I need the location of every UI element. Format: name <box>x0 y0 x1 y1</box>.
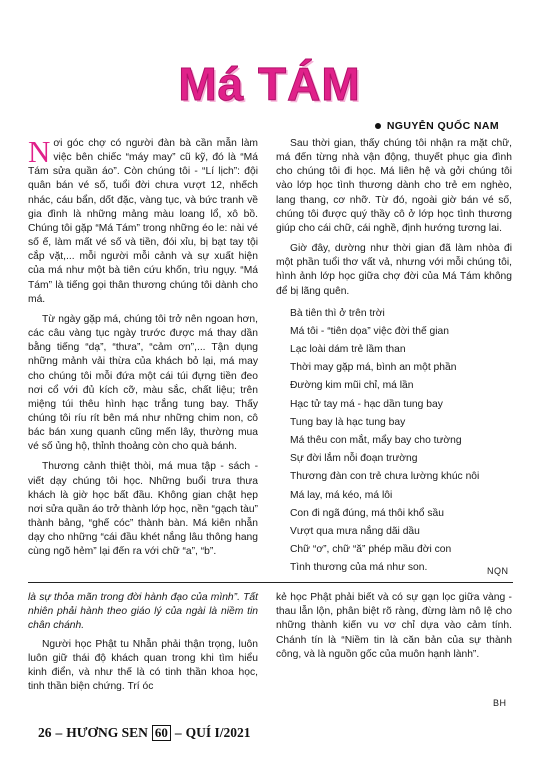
paragraph: Từ ngày gặp má, chúng tôi trở nên ngoan hơn, các câu vàng tục ngày trước được má thay dần bằng tiếng “dạ”, “thưa”, “cảm ơn”,... Tận dụng những mảnh vải thừa của khách bỏ lại, má may cho chúng tôi mỗi đứa một cái túi đựng tiền đeo nơi cổ với đủ kích cỡ, màu sắc, chất liệu; trên miệng túi thêu hình hạc trắng tung bay. Thấy chúng tôi ríu rít bên má như những chim non, cô bác bán xung quanh cũng mến lây, thường mua vé số ủng hộ, thỉnh thoảng còn cho quà bánh. <box>28 313 258 453</box>
author-initials: NQN <box>487 566 509 576</box>
paragraph: Sau thời gian, thấy chúng tôi nhận ra mặt chữ, má đến từng nhà vận động, thuyết phục gia đình cho chúng tôi đi học. Má liên hệ và gởi chúng tôi vào lớp học tình thương dành cho trẻ em nghèo, lang thang, cơ nhỡ. Từ đó, ngoài giờ bán vé số, chúng tôi được quý thầy cô ở lớp học tình thương giúp cho cái chữ, cái nghề, định hướng tương lai. <box>276 138 512 234</box>
right-column <box>276 137 512 578</box>
paragraph: kẻ học Phật phải biết và có sự gạn lọc giữa vàng - thau lẫn lộn, phân biệt rõ ràng, đừng làm nô lệ cho những thành kiến vu vơ chỉ dựa vào cảm tính. Chánh tín là “Niềm tin là căn bản của sự thành công, và là nguồn gốc của muôn hạnh lành”. <box>276 592 512 660</box>
poem-line: Vượt qua mưa nắng dãi dầu <box>290 525 420 537</box>
author-initials: BH <box>493 698 507 708</box>
poem-line: Chữ “ơ”, chữ “ă” phép mầu đời con <box>290 544 452 556</box>
poem-line: Lạc loài dám trẻ lầm than <box>290 344 406 356</box>
paragraph: là sự thỏa mãn trong đời hành đạo của mình”. Tất nhiên phải hành theo giáo lý của ngài là niềm tin chân chánh. <box>28 592 258 632</box>
poem-line: Bà tiên thì ở trên trời <box>290 307 385 319</box>
poem <box>290 305 512 578</box>
paragraph: Người học Phật tu Nhẫn phải thận trọng, luôn luôn giữ thái độ khách quan trong khi tìm hiểu kinh điển, và như thế là có tinh thần khoa học, tinh thần biện chứng. Trí óc <box>28 638 258 693</box>
poem-line: Sự đời lắm nỗi đoạn trường <box>290 453 418 465</box>
poem-line: Đường kim mũi chỉ, má lần <box>290 380 414 392</box>
poem-line: Con đi ngã đúng, má thôi khổ sầu <box>290 507 444 519</box>
lower-right-column <box>276 591 512 662</box>
article-title: Má TÁM <box>178 58 361 110</box>
page-footer <box>38 725 251 741</box>
section-divider <box>28 582 513 583</box>
bullet-icon <box>375 123 381 129</box>
paragraph: Thương cảnh thiệt thòi, má mua tập - sách - viết dạy chúng tôi học. Những buổi trưa thưa khách là giờ học bất đầu. Không gian chật hẹp nơi sửa quần áo trở thành lớp học, nền “gạch tàu” thành bảng, “ghế cóc” thành bàn. Má kiên nhẫn dạy cho những “cái đầu khét nắng lâu thông hang cùng ngõ hẻm” lại đến ra với chữ “a”, “b”. <box>28 461 258 558</box>
footer-separator: – <box>55 725 63 740</box>
poem-line: Má lay, má kéo, má lôi <box>290 489 393 501</box>
poem-line: Má thêu con mắt, mẩy bay cho tường <box>290 435 462 447</box>
author-name: NGUYỄN QUỐC NAM <box>386 120 499 132</box>
page-number: 26 <box>38 725 52 740</box>
issue-number: 60 <box>152 725 171 741</box>
paragraph <box>28 134 258 307</box>
poem-line: Hạc tử tay má - hạc dần tung bay <box>290 398 443 410</box>
paragraph: Giờ đây, dường như thời gian đã làm nhòa đi một phần tuổi thơ vất vả, nhưng với mỗi chúng tôi, hình ảnh lớp học giữa chợ đời của Má Tám không để bị lãng quên. <box>276 243 512 297</box>
poem-line: Thời may gặp má, bình an một phần <box>290 362 457 374</box>
poem-line: Thương đàn con trẻ chưa lường khúc nôi <box>290 471 480 483</box>
lower-left-column <box>28 591 258 694</box>
paragraph-text: ơi góc chợ có người đàn bà cần mẫn làm việc bên chiếc “máy may” cũ kỹ, đó là “Má Tám sửa quần áo”. Còn chúng tôi - “Lí lịch”: đội quân bán vé số, tuổi đời chưa vượt 12, nhếch nhác, cáu bẩn, dốt đặc, vàng tục, và bức tranh về gia đình là những mảng màu loang lổ, xô bồ. Chúng tôi gặp “Má Tám” trong những éo le: nài vé số ế, làm mất vé số và tiền, đói xỉu, bị bạt tay tội cắp vặt,... mỗi người mỗi cảnh và sự xuất hiện của má như một bà tiên cứu khốn, trìu ngụy. “Má Tám” là tiếng gọi thân thương chúng tôi dành cho má. <box>28 138 258 305</box>
drop-cap: N <box>28 134 51 169</box>
footer-separator: – <box>174 725 182 740</box>
poem-line: Tình thương của má như son. <box>290 562 428 574</box>
left-column <box>28 134 258 566</box>
author-byline <box>375 120 499 132</box>
poem-line: Tung bay là hạc tung bay <box>290 416 406 428</box>
issue-quarter: QUÍ I/2021 <box>185 725 251 740</box>
magazine-name: HƯƠNG SEN <box>66 725 148 740</box>
poem-line: Má tôi - “tiên dọa” việc đời thế gian <box>290 325 449 337</box>
